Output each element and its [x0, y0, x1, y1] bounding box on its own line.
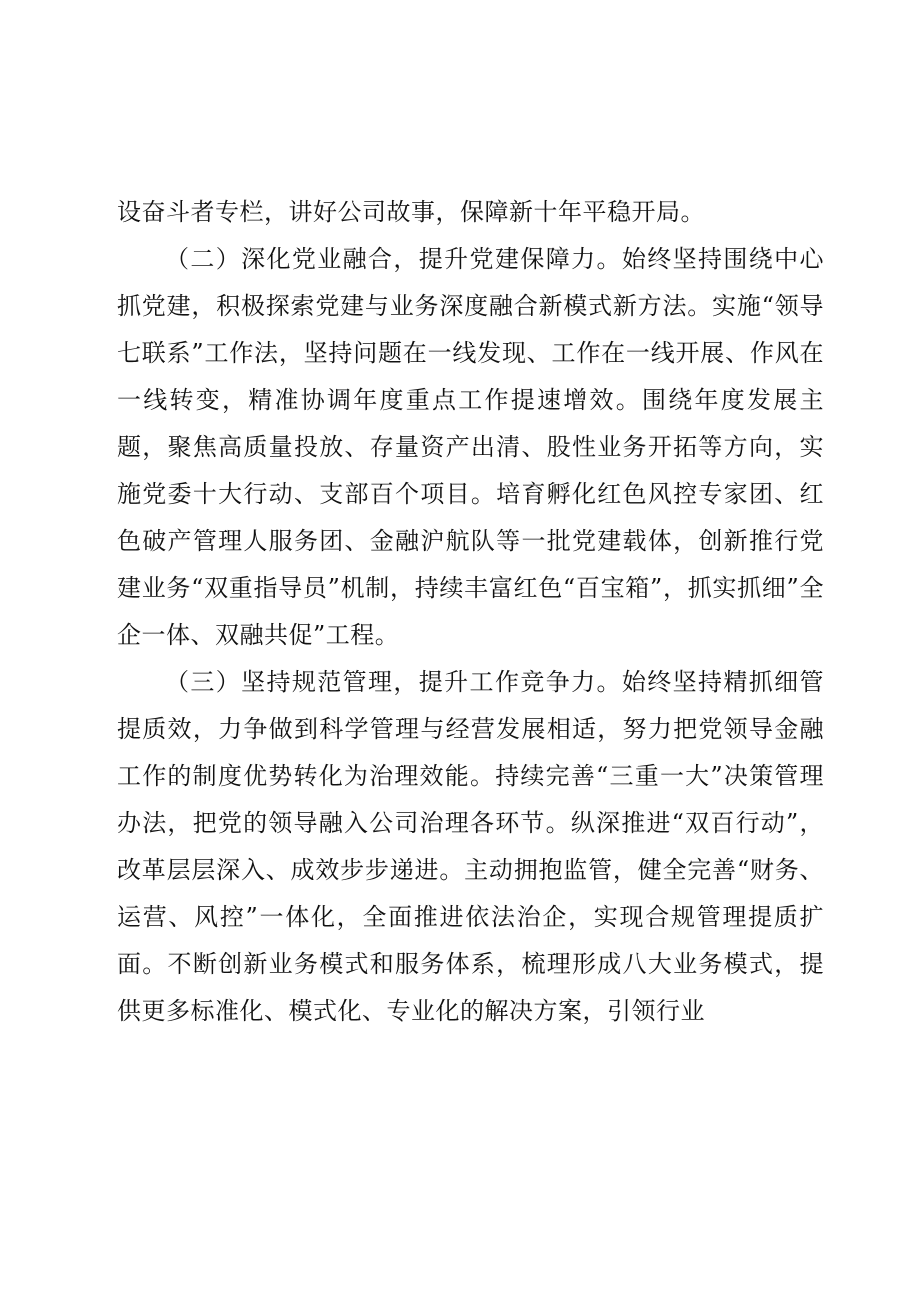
paragraph-section-two: （二）深化党业融合，提升党建保障力。始终坚持围绕中心抓党建，积极探索党建与业务深度融合新模式新方法。实施“领导七联系”工作法，坚持问题在一线发现、工作在一线开展、作风在一线转变，精准协调年度重点工作提速增效。围绕年度发展主题，聚焦高质量投放、存量资产出清、股性业务开拓等方向，实施党委十大行动、支部百个项目。培育孵化红色风控专家团、红色破产管理人服务团、金融沪航队等一批党建载体，创新推行党建业务“双重指导员”机制，持续丰富红色“百宝箱”，抓实抓细”全企一体、双融共促”工程。 [117, 245, 824, 649]
paragraph-section-three: （三）坚持规范管理，提升工作竞争力。始终坚持精抓细管提质效，力争做到科学管理与经营发展相适，努力把党领导金融工作的制度优势转化为治理效能。持续完善“三重一大”决策管理办法，把党的领导融入公司治理各环节。纵深推进“双百行动”，改革层层深入、成效步步递进。主动拥抱监管，健全完善“财务、运营、风控”一体化，全面推进依法治企，实现合规管理提质扩面。不断创新业务模式和服务体系，梳理形成八大业务模式，提供更多标准化、模式化、专业化的解决方案，引领行业 [117, 668, 824, 1025]
document-body [117, 189, 824, 1035]
paragraph-continuation: 设奋斗者专栏，讲好公司故事，保障新十年平稳开局。 [117, 198, 705, 226]
